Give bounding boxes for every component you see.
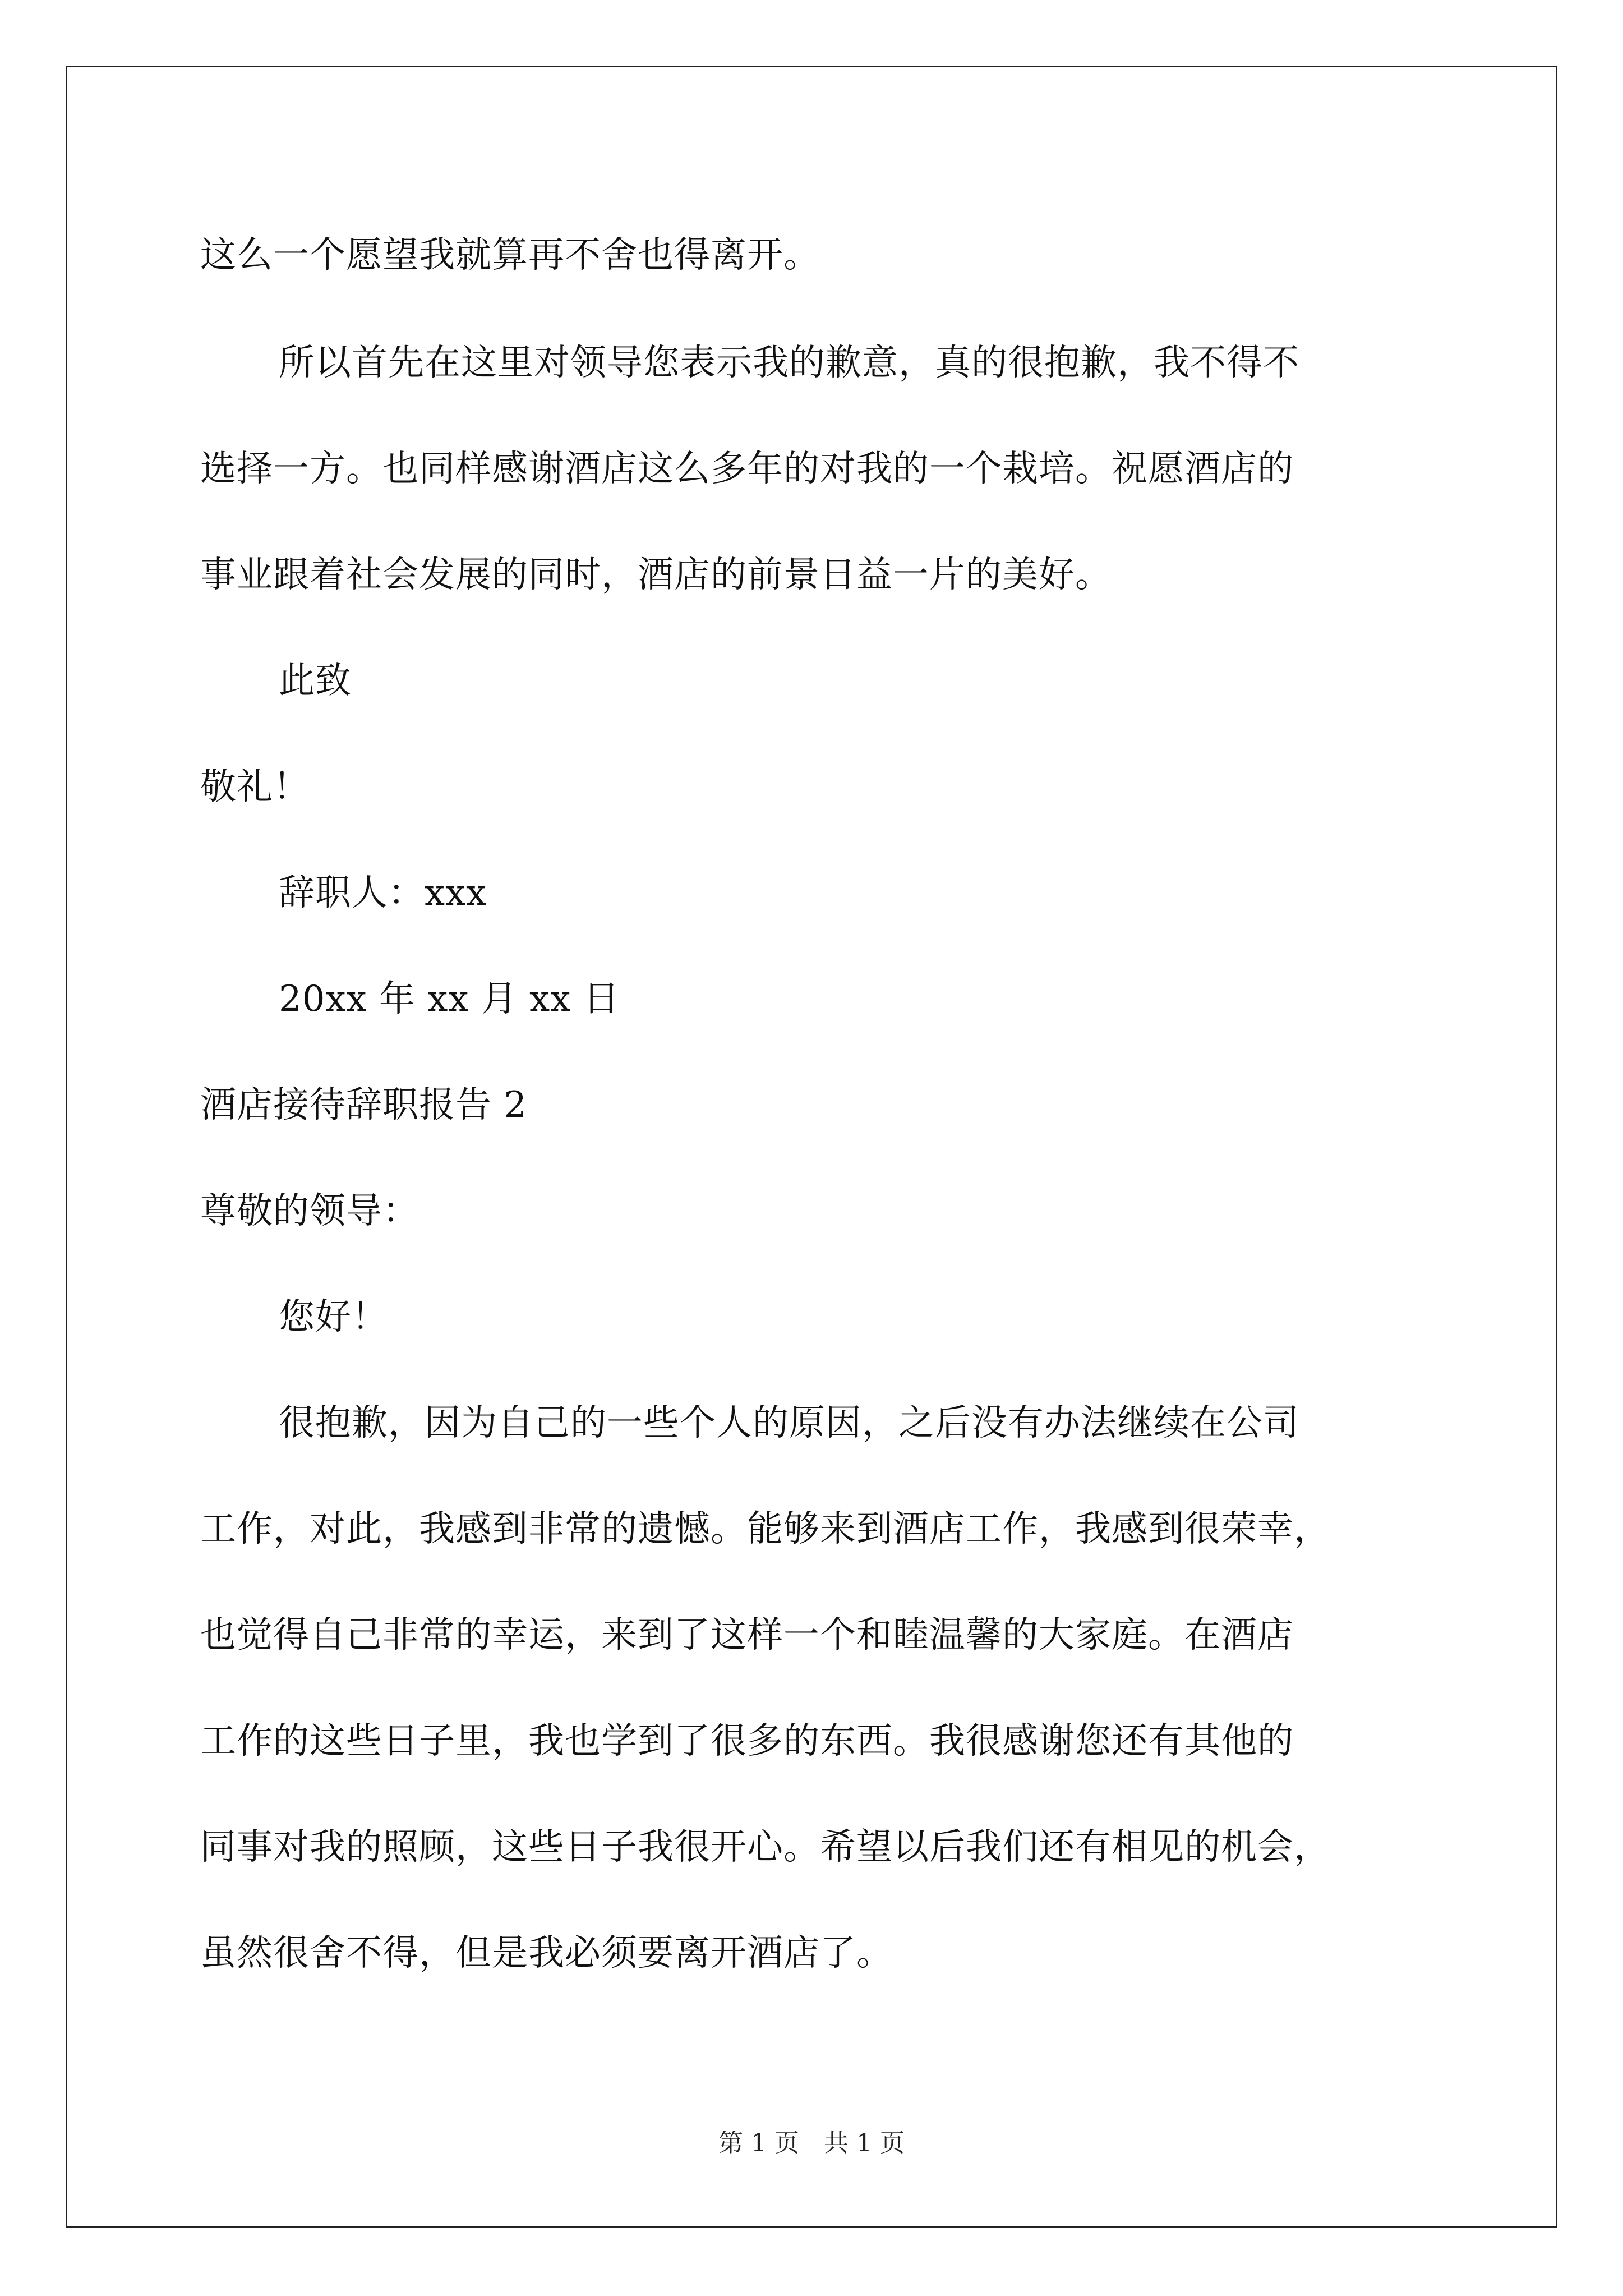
body-line: 工作的这些日子里，我也学到了很多的东西。我很感谢您还有其他的 <box>200 1720 1294 1762</box>
body-line: 虽然很舍不得，但是我必须要离开酒店了。 <box>200 1932 893 1974</box>
greeting-line: 您好！ <box>279 1296 388 1338</box>
body-line: 所以首先在这里对领导您表示我的歉意，真的很抱歉，我不得不 <box>279 342 1299 384</box>
section-title: 酒店接待辞职报告 2 <box>200 1084 528 1126</box>
body-line: 事业跟着社会发展的同时，酒店的前景日益一片的美好。 <box>200 554 1112 596</box>
body-line: 这么一个愿望我就算再不舍也得离开。 <box>200 234 820 276</box>
body-line: 同事对我的照顾，这些日子我很开心。希望以后我们还有相见的机会， <box>200 1826 1330 1868</box>
body-line: 选择一方。也同样感谢酒店这么多年的对我的一个栽培。祝愿酒店的 <box>200 448 1294 490</box>
body-line: 很抱歉，因为自己的一些个人的原因，之后没有办法继续在公司 <box>279 1402 1299 1444</box>
body-line: 也觉得自己非常的幸运，来到了这样一个和睦温馨的大家庭。在酒店 <box>200 1614 1294 1656</box>
signature-line: 辞职人：xxx <box>279 872 487 914</box>
page-footer: 第 1 页 共 1 页 <box>718 2129 905 2157</box>
salutation-line: 敬礼！ <box>200 766 310 808</box>
body-line: 工作，对此，我感到非常的遗憾。能够来到酒店工作，我感到很荣幸， <box>200 1508 1330 1550</box>
page-border <box>66 66 1557 2228</box>
date-line: 20xx 年 xx 月 xx 日 <box>279 978 620 1020</box>
greeting-line: 尊敬的领导： <box>200 1190 419 1232</box>
closing-line: 此致 <box>279 660 352 702</box>
